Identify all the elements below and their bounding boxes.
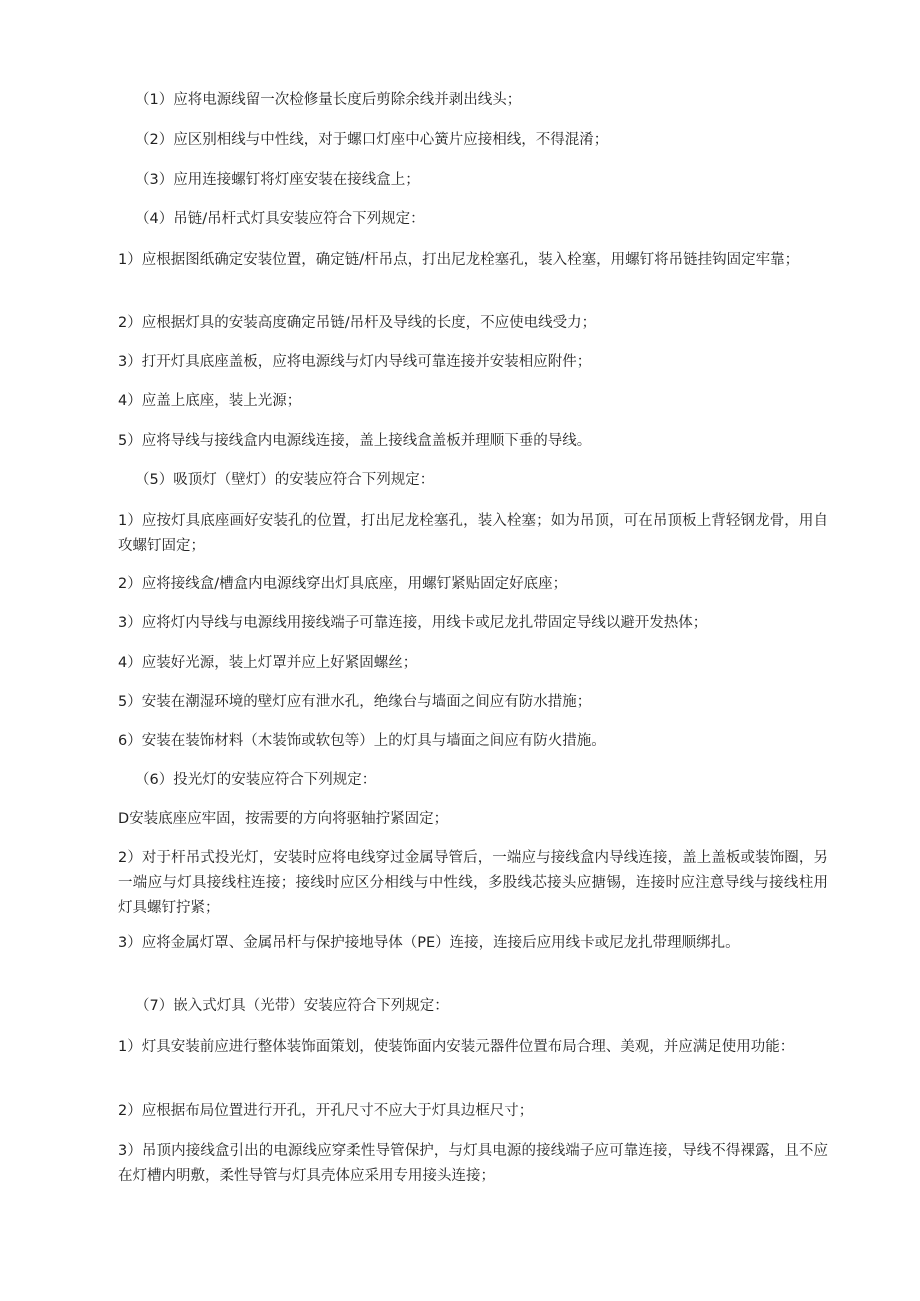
paragraph-item-2: （2）应区别相线与中性线，对于螺口灯座中心簧片应接相线，不得混淆； xyxy=(135,132,609,148)
paragraph-subitem-5-6: 6）安装在装饰材料（木装饰或软包等）上的灯具与墙面之间应有防火措施。 xyxy=(118,733,606,749)
paragraph-item-6: （6）投光灯的安装应符合下列规定： xyxy=(135,772,377,788)
paragraph-subitem-5-1: 1）应按灯具底座画好安装孔的位置，打出尼龙栓塞孔，装入栓塞；如为吊顶，可在吊顶板上背轻钢龙骨，用自攻螺钉固定； xyxy=(118,513,828,554)
paragraph-item-4: （4）吊链/吊杆式灯具安装应符合下列规定： xyxy=(135,211,425,227)
paragraph-subitem-5-4: 4）应装好光源，装上灯罩并应上好紧固螺丝； xyxy=(118,655,418,671)
paragraph-subitem-4-1: 1）应根据图纸确定安装位置，确定链/杆吊点，打出尼龙栓塞孔，装入栓塞，用螺钉将吊链挂钩固定牢靠； xyxy=(118,252,800,268)
paragraph-subitem-4-4: 4）应盖上底座，装上光源； xyxy=(118,393,302,409)
paragraph-subitem-6-3: 3）应将金属灯罩、金属吊杆与保护接地导体（PE）连接，连接后应用线卡或尼龙扎带理顺绑扎。 xyxy=(118,935,740,951)
paragraph-subitem-7-2: 2）应根据布局位置进行开孔，开孔尺寸不应大于灯具边框尺寸； xyxy=(118,1103,534,1119)
paragraph-subitem-4-3: 3）打开灯具底座盖板，应将电源线与灯内导线可靠连接并安装相应附件； xyxy=(118,354,592,370)
paragraph-item-1: （1）应将电源线留一次检修量长度后剪除余线并剥出线头； xyxy=(135,92,522,108)
paragraph-subitem-6-2: 2）对于杆吊式投光灯，安装时应将电线穿过金属导管后，一端应与接线盒内导线连接，盖上盖板或装饰圈，另一端应与灯具接线柱连接；接线时应区分相线与中性线，多股线芯接头应搪锡，连接时应注意导线与接线柱用灯具螺钉拧紧； xyxy=(118,850,828,916)
paragraph-item-3: （3）应用连接螺钉将灯座安装在接线盒上； xyxy=(135,172,420,188)
paragraph-subitem-4-2: 2）应根据灯具的安装高度确定吊链/吊杆及导线的长度，不应使电线受力； xyxy=(118,315,597,331)
paragraph-subitem-4-5: 5）应将导线与接线盒内电源线连接，盖上接线盒盖板并理顺下垂的导线。 xyxy=(118,433,592,449)
paragraph-subitem-5-5: 5）安装在潮湿环境的壁灯应有泄水孔，绝缘台与墙面之间应有防水措施； xyxy=(118,694,592,710)
paragraph-subitem-5-2: 2）应将接线盒/槽盒内电源线穿出灯具底座，用螺钉紧贴固定好底座； xyxy=(118,576,568,592)
paragraph-subitem-6-1: D安装底座应牢固，按需要的方向将驱轴拧紧固定； xyxy=(118,811,449,827)
paragraph-item-7: （7）嵌入式灯具（光带）安装应符合下列规定： xyxy=(135,998,449,1014)
paragraph-subitem-7-3: 3）吊顶内接线盒引出的电源线应穿柔性导管保护，与灯具电源的接线端子应可靠连接，导线不得裸露，且不应在灯槽内明敷，柔性导管与灯具壳体应采用专用接头连接； xyxy=(118,1143,828,1184)
paragraph-subitem-5-3: 3）应将灯内导线与电源线用接线端子可靠连接，用线卡或尼龙扎带固定导线以避开发热体； xyxy=(118,615,708,631)
paragraph-subitem-7-1: 1）灯具安装前应进行整体装饰面策划，使装饰面内安装元器件位置布局合理、美观，并应满足使用功能： xyxy=(118,1039,795,1055)
paragraph-item-5: （5）吸顶灯（壁灯）的安装应符合下列规定： xyxy=(135,472,435,488)
